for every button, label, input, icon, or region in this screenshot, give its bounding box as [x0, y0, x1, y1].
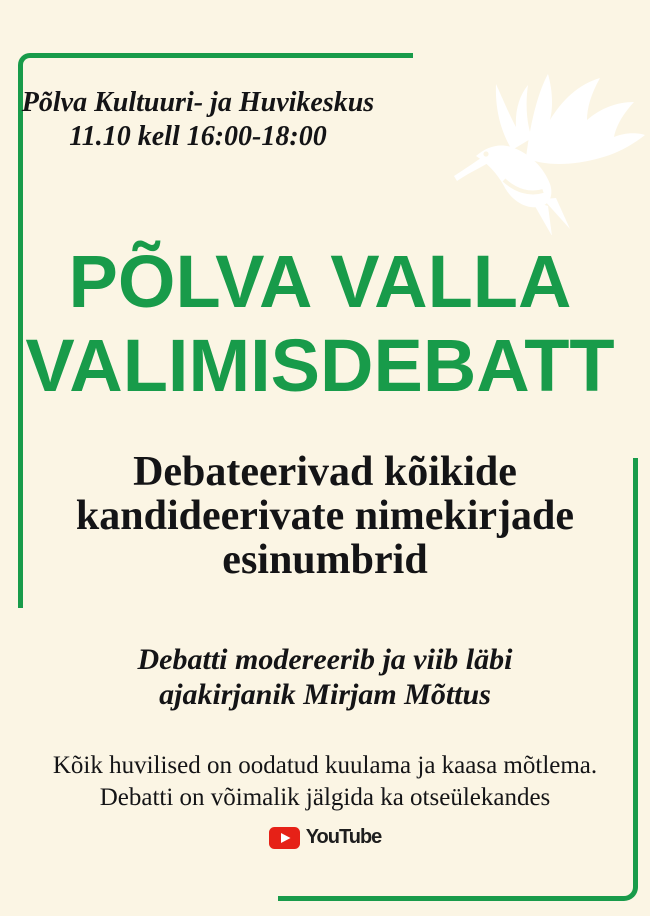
hummingbird-icon	[448, 70, 648, 235]
footer-line-2: Debatti on võimalik jälgida ka otseülekandes	[99, 784, 551, 811]
subtitle-line-3: esinumbrid	[222, 537, 428, 583]
page-title	[0, 240, 640, 408]
youtube-wordmark: YouTube	[305, 826, 382, 848]
debate-description	[0, 450, 650, 582]
subtitle-line-1: Debateerivad kõikide	[133, 449, 517, 495]
footer-line-1: Kõik huvilised on oodatud kuulama ja kaasa mõtlema.	[52, 752, 598, 779]
moderator-line-2: ajakirjanik Mirjam Mõttus	[159, 678, 491, 711]
title-line-2: VALIMISDEBATT	[25, 324, 615, 407]
subtitle-line-2: kandideerivate nimekirjade	[75, 493, 575, 539]
title-line-1: PÕLVA VALLA	[68, 240, 572, 323]
audience-info	[0, 750, 650, 814]
moderator-info	[0, 642, 650, 712]
datetime-text: 11.10 kell 16:00-18:00	[69, 121, 327, 152]
venue-text: Põlva Kultuuri- ja Huvikeskus	[21, 87, 375, 118]
youtube-logo	[0, 826, 650, 849]
youtube-play-icon	[269, 827, 300, 849]
event-info	[8, 86, 388, 154]
moderator-line-1: Debatti modereerib ja viib läbi	[137, 643, 513, 676]
